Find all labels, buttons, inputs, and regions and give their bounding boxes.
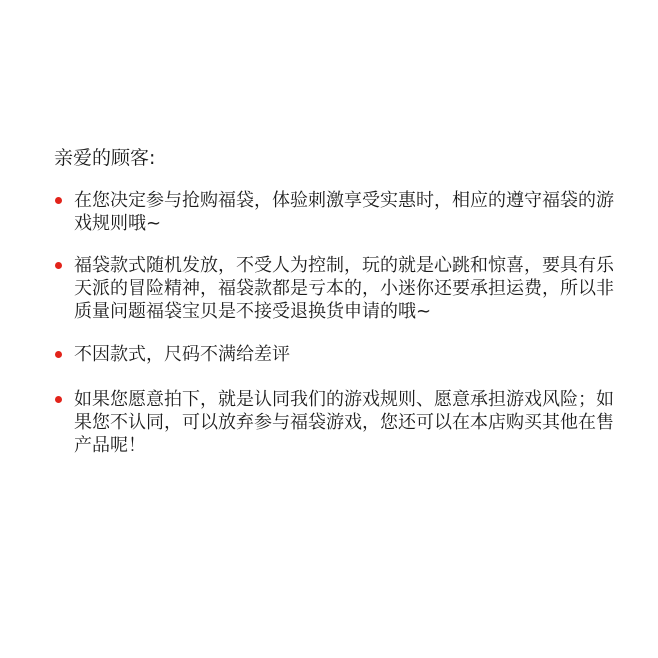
red-bullet-icon [55,351,62,358]
rule-text: 不因款式，尺码不满给差评 [74,344,290,365]
rule-item [54,189,624,235]
rule-text: 在您决定参与抢购福袋，体验刺激享受实惠时，相应的遵守福袋的游戏规则哦~ [74,190,614,234]
greeting-heading: 亲爱的顾客: [54,147,156,169]
red-bullet-icon [55,396,62,403]
notice-panel [54,145,624,476]
red-bullet-icon [55,197,62,204]
rule-item [54,254,624,323]
rule-text: 福袋款式随机发放，不受人为控制，玩的就是心跳和惊喜，要具有乐天派的冒险精神，福袋款都是亏本的，小迷你还要承担运费，所以非质量问题福袋宝贝是不接受退换货申请的哦~ [74,255,614,322]
rule-text: 如果您愿意拍下，就是认同我们的游戏规则、愿意承担游戏风险；如果您不认同，可以放弃参与福袋游戏，您还可以在本店购买其他在售产品呢！ [74,389,614,456]
rule-item [54,343,624,366]
rule-item [54,388,624,457]
rules-list [54,189,624,457]
red-bullet-icon [55,262,62,269]
